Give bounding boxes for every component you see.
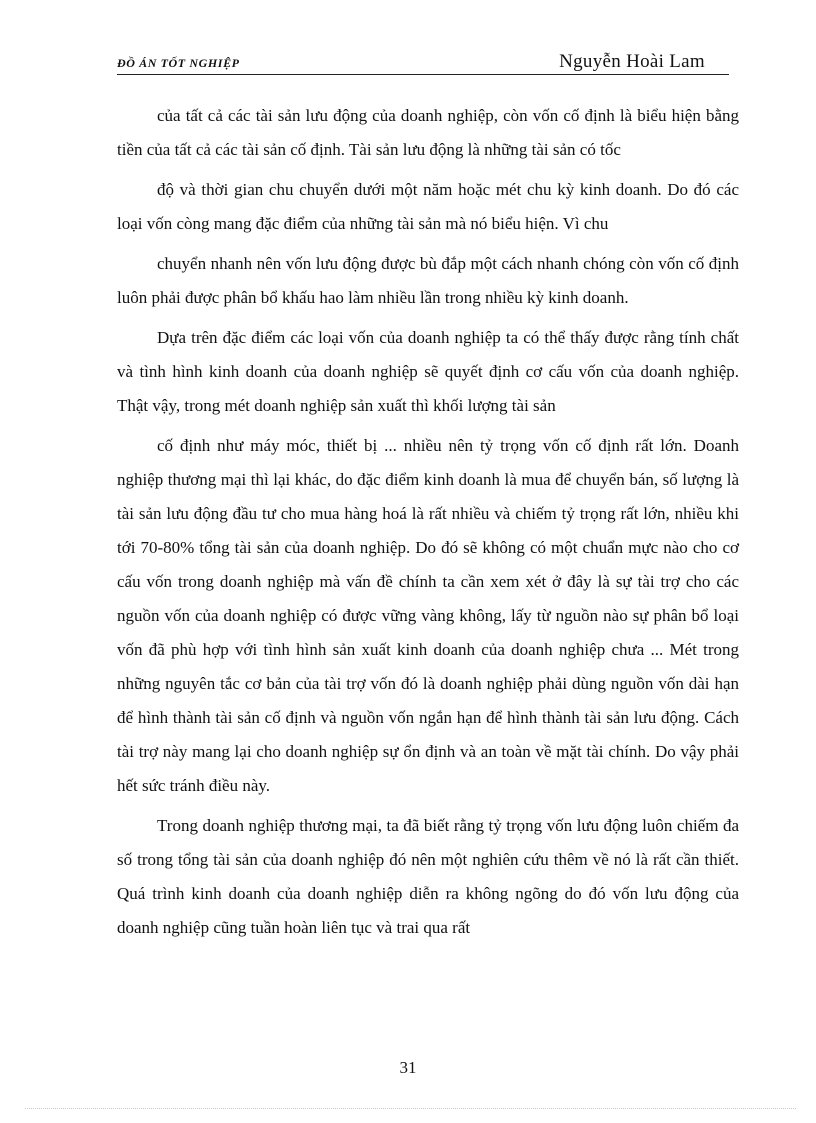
paragraph: chuyển nhanh nên vốn lưu động được bù đắp một cách nhanh chóng còn vốn cố định luôn phải được phân bổ khấu hao làm nhiều lần trong nhiều kỳ kinh doanh. <box>117 254 739 307</box>
paragraph: của tất cả các tài sản lưu động của doanh nghiệp, còn vốn cố định là biểu hiện bằng tiền của tất cả các tài sản cố định. Tài sản lưu động là những tài sản có tốc <box>117 106 739 159</box>
paragraph: Dựa trên đặc điểm các loại vốn của doanh nghiệp ta có thể thấy được rằng tính chất và tình hình kinh doanh của doanh nghiệp sẽ quyết định cơ cấu vốn của doanh nghiệp. Thật vậy, trong mét doanh nghiệp sản xuất thì khối lượng tài sản <box>117 328 739 415</box>
document-type-label: ĐỒ ÁN TỐT NGHIỆP <box>117 56 240 70</box>
author-name: Nguyễn Hoài Lam <box>559 51 705 72</box>
page-number: 31 <box>399 1058 417 1077</box>
paragraph: cố định như máy móc, thiết bị ... nhiều nên tỷ trọng vốn cố định rất lớn. Doanh nghiệp thương mại thì lại khác, do đặc điểm kinh doanh là mua để chuyển bán, số lượng là tài sản lưu động đầu tư cho mua hàng hoá là rất nhiều và chiếm tỷ trọng rất lớn, nhiều khi tới 70-80% tổng tài sản của doanh nghiệp. Do đó sẽ không có một chuẩn mực nào cho cơ cấu vốn trong doanh nghiệp mà vấn đề chính ta cần xem xét ở đây là sự tài trợ cho các nguồn vốn của doanh nghiệp có được vững vàng không, lấy từ nguồn nào sự phân bổ loại vốn đã phù hợp với tình hình sản xuất kinh doanh của doanh nghiệp chưa ... Mét trong những nguyên tắc cơ bản của tài trợ vốn đó là doanh nghiệp phải dùng nguồn vốn dài hạn để hình thành tài sản cố định và nguồn vốn ngắn hạn để hình thành tài sản lưu động. Cách tài trợ này mang lại cho doanh nghiệp sự ổn định và an toàn về mặt tài chính. Do vậy phải hết sức tránh điều này. <box>117 436 739 795</box>
body-text <box>117 99 739 951</box>
page-header <box>117 48 729 75</box>
page-bottom-divider <box>25 1108 796 1109</box>
paragraph: Trong doanh nghiệp thương mại, ta đã biết rằng tỷ trọng vốn lưu động luôn chiếm đa số trong tổng tài sản của doanh nghiệp đó nên một nghiên cứu thêm về nó là rất cần thiết. Quá trình kinh doanh của doanh nghiệp diễn ra không ngõng do đó vốn lưu động của doanh nghiệp cũng tuần hoàn liên tục và trai qua rất <box>117 816 739 937</box>
paragraph: độ và thời gian chu chuyển dưới một năm hoặc mét chu kỳ kinh doanh. Do đó các loại vốn còng mang đặc điểm của những tài sản mà nó biểu hiện. Vì chu <box>117 180 739 233</box>
